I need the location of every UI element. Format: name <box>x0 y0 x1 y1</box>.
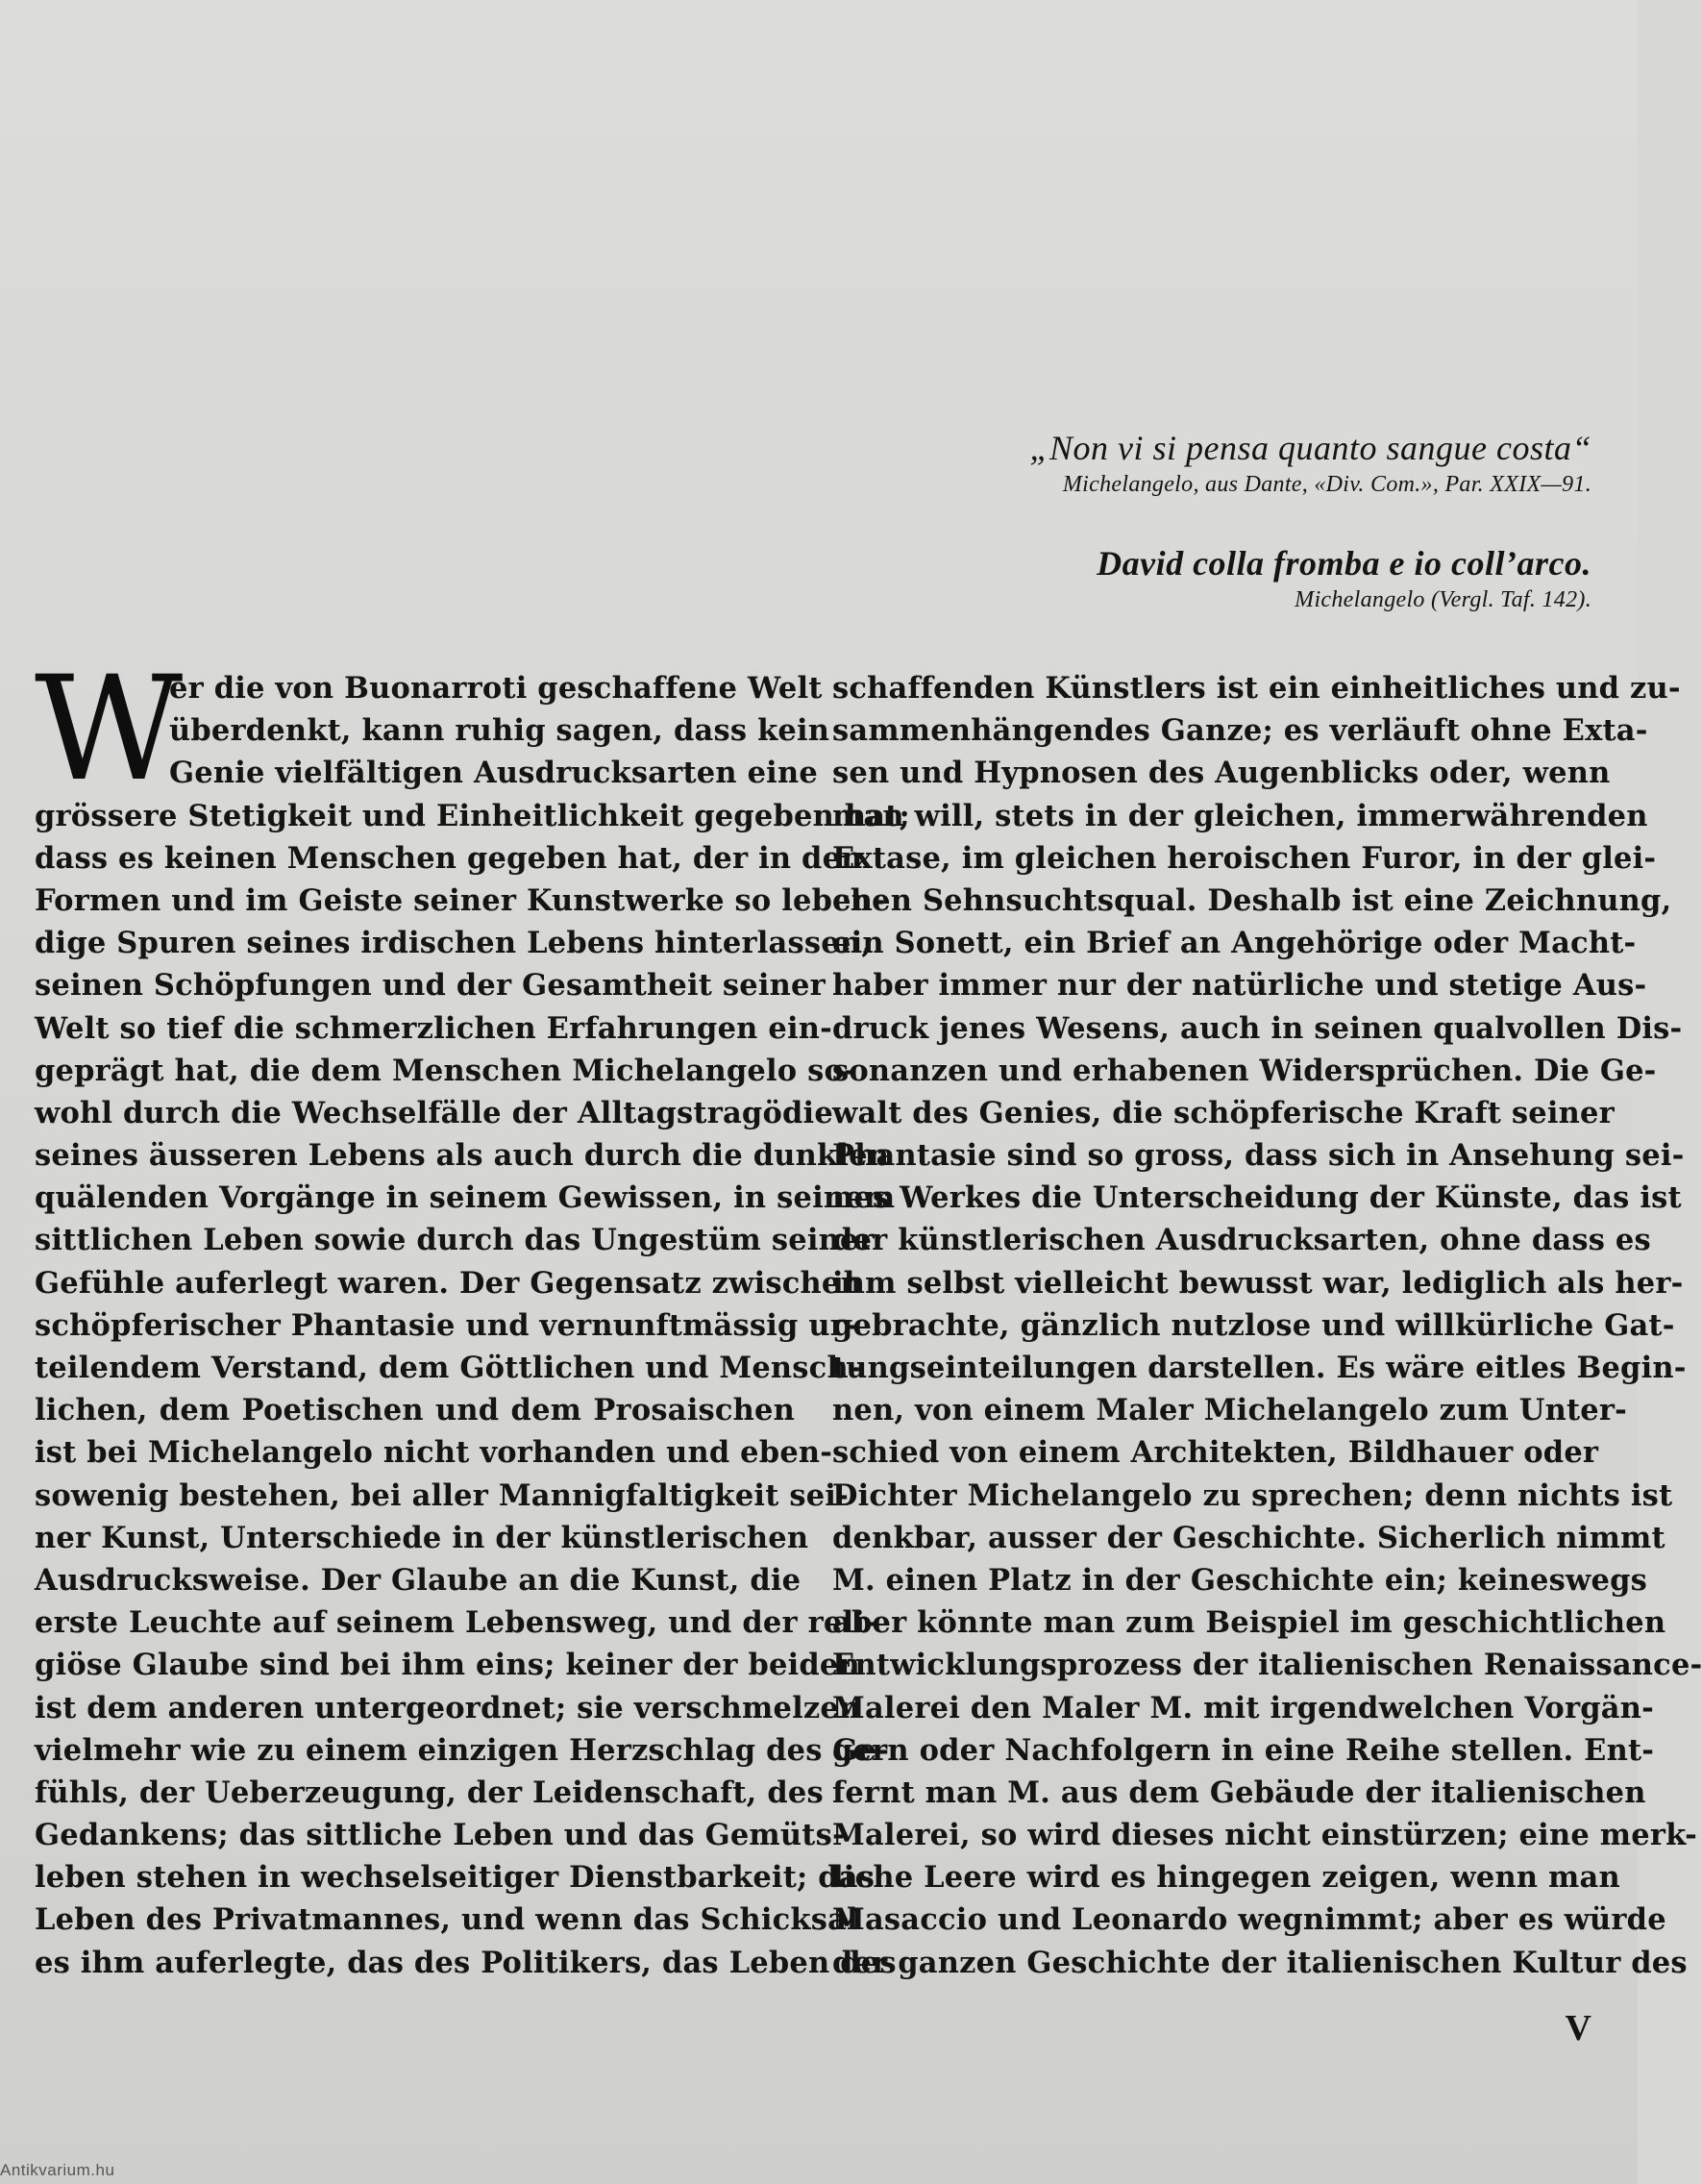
text-line: fernt man M. aus dem Gebäude der italienischen <box>832 1774 1646 1810</box>
text-line: Phantasie sind so gross, dass sich in Ansehung sei- <box>832 1138 1685 1174</box>
text-line: seines äusseren Lebens als auch durch die dunklen <box>35 1138 890 1174</box>
text-line: schaffenden Künstlers ist ein einheitliches und zu- <box>832 671 1681 706</box>
text-line: tungseinteilungen darstellen. Es wäre eitles Begin- <box>832 1351 1687 1385</box>
text-line: giöse Glaube sind bei ihm eins; keiner der beiden <box>35 1648 860 1683</box>
text-line: aber könnte man zum Beispiel im geschichtlichen <box>832 1605 1666 1641</box>
text-line: walt des Genies, die schöpferische Kraft seiner <box>832 1095 1615 1130</box>
text-line: Formen und im Geiste seiner Kunstwerke so leben- <box>35 882 886 918</box>
text-line: Leben des Privatmannes, und wenn das Schicksal <box>35 1902 858 1938</box>
text-line: fühls, der Ueberzeugung, der Leidenschaft, des <box>35 1774 824 1810</box>
text-line: Malerei, so wird dieses nicht einstürzen; eine merk- <box>832 1818 1698 1853</box>
page-number: V <box>1565 2008 1591 2048</box>
text-line: Malerei den Maler M. mit irgendwelchen Vorgän- <box>832 1690 1654 1725</box>
text-line: sen und Hypnosen des Augenblicks oder, wenn <box>832 756 1611 791</box>
text-line: sowenig bestehen, bei aller Mannigfaltigkeit sei- <box>35 1477 849 1513</box>
text-line: Masaccio und Leonardo wegnimmt; aber es würde <box>832 1902 1666 1938</box>
text-line: chen Sehnsuchtsqual. Deshalb ist eine Zeichnung, <box>832 882 1672 918</box>
text-line: Genie vielfältigen Ausdrucksarten eine <box>169 756 818 791</box>
text-line: haber immer nur der natürliche und stetige Aus- <box>832 968 1647 1004</box>
text-line: nes Werkes die Unterscheidung der Künste, das ist <box>832 1180 1682 1216</box>
text-line: sonanzen und erhabenen Widersprüchen. Die Ge- <box>832 1053 1657 1088</box>
text-line: der ganzen Geschichte der italienischen Kultur des <box>832 1945 1688 1980</box>
text-line: grössere Stetigkeit und Einheitlichkeit gegeben hat; <box>35 798 910 833</box>
text-line: druck jenes Wesens, auch in seinen qualvollen Dis- <box>832 1010 1683 1046</box>
text-line: er die von Buonarroti geschaffene Welt <box>169 671 823 706</box>
text-line: gebrachte, gänzlich nutzlose und willkürliche Gat- <box>832 1307 1675 1343</box>
left-text-column <box>35 646 910 1984</box>
text-line: es ihm auferlegte, das des Politikers, das Leben des <box>35 1945 897 1980</box>
drop-cap: W <box>35 646 178 813</box>
text-line: überdenkt, kann ruhig sagen, dass kein <box>169 713 830 749</box>
text-line: ist bei Michelangelo nicht vorhanden und eben- <box>35 1435 833 1471</box>
text-line: Gefühle auferlegt waren. Der Gegensatz zwischen <box>35 1265 862 1301</box>
text-line: man will, stets in der gleichen, immerwährenden <box>832 798 1648 833</box>
text-line: wohl durch die Wechselfälle der Alltagstragödie <box>35 1095 833 1130</box>
epigraph-quote-1: „Non vi si pensa quanto sangue costa“ <box>1029 429 1591 467</box>
text-line: vielmehr wie zu einem einzigen Herzschlag des Ge- <box>35 1732 890 1768</box>
text-line: seinen Schöpfungen und der Gesamtheit seiner <box>35 968 826 1004</box>
right-text-column <box>832 667 1702 1984</box>
text-line: dige Spuren seines irdischen Lebens hinterlassen, <box>35 926 873 961</box>
text-line: teilendem Verstand, dem Göttlichen und Mensch- <box>35 1351 861 1385</box>
text-line: Ausdrucksweise. Der Glaube an die Kunst, die <box>35 1562 802 1598</box>
text-line: der künstlerischen Ausdrucksarten, ohne dass es <box>832 1223 1651 1258</box>
text-line: ein Sonett, ein Brief an Angehörige oder Macht- <box>832 926 1637 961</box>
text-line: ist dem anderen untergeordnet; sie verschmelzen <box>35 1690 861 1725</box>
text-line: geprägt hat, die dem Menschen Michelangelo so- <box>35 1053 856 1088</box>
text-line: Welt so tief die schmerzlichen Erfahrungen ein- <box>35 1010 832 1046</box>
text-line: Dichter Michelangelo zu sprechen; denn nichts ist <box>832 1477 1673 1513</box>
text-line: lichen, dem Poetischen und dem Prosaischen <box>35 1393 795 1428</box>
text-line: sammenhängendes Ganze; es verläuft ohne Exta- <box>832 713 1648 749</box>
text-line: schied von einem Architekten, Bildhauer oder <box>832 1435 1599 1471</box>
text-line: nen, von einem Maler Michelangelo zum Unter- <box>832 1393 1627 1428</box>
text-line: denkbar, ausser der Geschichte. Sicherlich nimmt <box>832 1520 1665 1555</box>
text-line: Gedankens; das sittliche Leben und das Gemüts- <box>35 1818 845 1853</box>
text-line: ner Kunst, Unterschiede in der künstlerischen <box>35 1520 809 1555</box>
epigraph-source-1: Michelangelo, aus Dante, «Div. Com.», Par. XXIX—91. <box>1062 472 1591 497</box>
text-line: Entwicklungsprozess der italienischen Renaissance- <box>832 1648 1702 1683</box>
epigraph-source-2: Michelangelo (Vergl. Taf. 142). <box>1295 587 1591 612</box>
text-line: leben stehen in wechselseitiger Dienstbarkeit; das <box>35 1860 876 1896</box>
text-line: sittlichen Leben sowie durch das Ungestüm seiner <box>35 1223 875 1258</box>
text-line: Extase, im gleichen heroischen Furor, in der glei- <box>832 840 1657 876</box>
watermark: Antikvarium.hu <box>0 2161 115 2179</box>
text-line: ihm selbst vielleicht bewusst war, lediglich als her- <box>832 1265 1684 1301</box>
text-line: quälenden Vorgänge in seinem Gewissen, in seinem <box>35 1180 896 1216</box>
epigraph-quote-2: David colla fromba e io coll’arco. <box>1097 544 1591 583</box>
text-line: liche Leere wird es hingegen zeigen, wenn man <box>832 1860 1620 1896</box>
epigraph <box>861 428 1591 616</box>
text-line: M. einen Platz in der Geschichte ein; keineswegs <box>832 1562 1647 1598</box>
text-line: gern oder Nachfolgern in eine Reihe stellen. Ent- <box>832 1732 1655 1768</box>
text-line: dass es keinen Menschen gegeben hat, der in den <box>35 840 863 876</box>
text-line: erste Leuchte auf seinem Lebensweg, und der reli- <box>35 1605 877 1641</box>
text-line: schöpferischer Phantasie und vernunftmässig ur- <box>35 1307 858 1343</box>
